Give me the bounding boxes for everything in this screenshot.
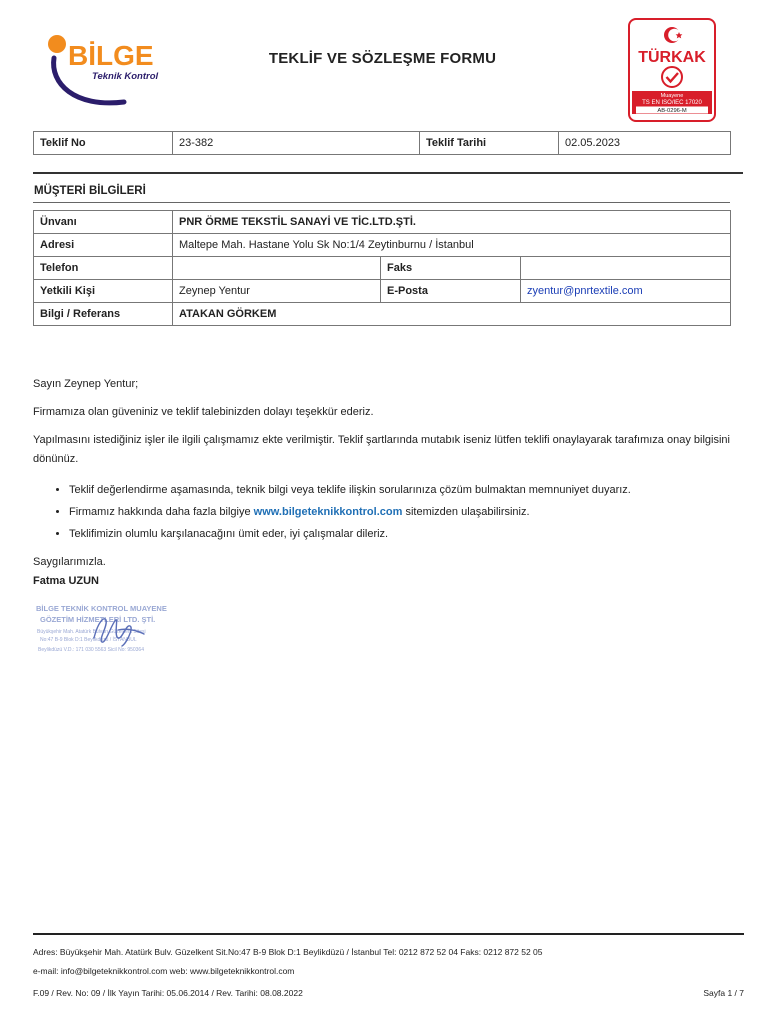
svg-text:GÖZETİM HİZMETLERİ LTD. ŞTİ.: GÖZETİM HİZMETLERİ LTD. ŞTİ. — [40, 615, 156, 624]
footer-contact: e-mail: info@bilgeteknikkontrol.com web: www.bilgeteknikkontrol.com — [33, 966, 295, 976]
bullet-text: Firmamız hakkında daha fazla bilgiye — [69, 506, 254, 518]
list-item — [69, 523, 766, 545]
bullet-text: sitemizden ulaşabilirsiniz. — [402, 506, 530, 518]
company-logo — [44, 28, 174, 108]
signer-name: Fatma UZUN — [33, 575, 100, 587]
reference-label: Bilgi / Referans — [34, 303, 173, 326]
greeting: Sayın Zeynep Yentur; — [33, 378, 139, 390]
offer-date-value: 02.05.2023 — [559, 132, 731, 155]
contact-person-value: Zeynep Yentur — [173, 280, 381, 303]
customer-info-table — [33, 210, 731, 326]
fax-value — [521, 257, 731, 280]
table-row — [34, 132, 731, 155]
company-stamp-and-signature — [32, 600, 192, 664]
bullet-text: Teklif değerlendirme aşamasında, teknik bilgi veya teklife ilişkin sorularınıza çözüm bulmaktan memnuniyet duyarız. — [69, 484, 631, 496]
offer-date-label: Teklif Tarihi — [420, 132, 559, 155]
website-link[interactable]: www.bilgeteknikkontrol.com — [253, 506, 403, 518]
address-value: Maltepe Mah. Hastane Yolu Sk No:1/4 Zeytinburnu / İstanbul — [173, 234, 731, 257]
svg-text:AB-0296-M: AB-0296-M — [657, 108, 687, 115]
info-bullet-list — [33, 479, 766, 545]
svg-text:Beylikdüzü V.D.: 171 030 5563: Beylikdüzü V.D.: 171 030 5563 Sicil No: 950364 — [38, 647, 144, 653]
list-item — [69, 479, 766, 501]
section-divider — [33, 172, 743, 174]
offer-info-table — [33, 131, 731, 155]
footer-address: Adres: Büyükşehir Mah. Atatürk Bulv. Güzelkent Sit.No:47 B-9 Blok D:1 Beylikdüzü / İstanbul Tel: 0212 872 52 04 Faks: 0212 872 52 05 — [33, 947, 543, 957]
table-row — [34, 211, 731, 234]
svg-text:Muayene: Muayene — [660, 93, 684, 99]
footer-divider — [33, 933, 744, 935]
thanks-paragraph: Firmamıza olan güveniniz ve teklif talebinizden dolayı teşekkür ederiz. — [33, 406, 374, 418]
company-title-label: Ünvanı — [34, 211, 173, 234]
svg-text:Büyükşehir Mah. Atatürk Bulvar: Büyükşehir Mah. Atatürk Bulvarı Güzelkent Sitesi — [37, 629, 146, 635]
table-row — [34, 280, 731, 303]
page-number: Sayfa 1 / 7 — [703, 988, 744, 998]
email-label: E-Posta — [381, 280, 521, 303]
list-item — [69, 501, 766, 523]
svg-text:TÜRKAK: TÜRKAK — [638, 49, 706, 66]
turkak-accreditation-logo — [628, 18, 716, 122]
reference-value: ATAKAN GÖRKEM — [173, 303, 731, 326]
svg-text:Teknik Kontrol: Teknik Kontrol — [92, 71, 159, 82]
email-link[interactable]: zyentur@pnrtextile.com — [521, 280, 731, 303]
offer-no-label: Teklif No — [34, 132, 173, 155]
svg-text:No:47 B-9 Blok D:1 Beylikdüzü: No:47 B-9 Blok D:1 Beylikdüzü / İSTANBUL — [40, 637, 137, 643]
contact-person-label: Yetkili Kişi — [34, 280, 173, 303]
svg-text:BİLGE TEKNİK KONTROL MUAYENE: BİLGE TEKNİK KONTROL MUAYENE — [36, 604, 167, 613]
offer-paragraph: Yapılmasını istediğiniz işler ile ilgili çalışmamız ekte verilmiştir. Teklif şartlarında mutabık iseniz lütfen teklifi onaylayarak tarafımıza onay bilgisini dönünüz. — [33, 434, 730, 465]
table-row — [34, 257, 731, 280]
phone-label: Telefon — [34, 257, 173, 280]
bullet-text: Teklifimizin olumlu karşılanacağını ümit eder, iyi çalışmalar dileriz. — [69, 528, 389, 540]
footer-revision: F.09 / Rev. No: 09 / İlk Yayın Tarihi: 05.06.2014 / Rev. Tarihi: 08.08.2022 — [33, 988, 303, 998]
fax-label: Faks — [381, 257, 521, 280]
table-row — [34, 303, 731, 326]
phone-value — [173, 257, 381, 280]
section-divider — [33, 202, 730, 203]
svg-text:TS EN ISO/IEC 17020: TS EN ISO/IEC 17020 — [642, 100, 702, 106]
address-label: Adresi — [34, 234, 173, 257]
closing: Saygılarımızla. — [33, 556, 106, 568]
customer-section-title: MÜŞTERİ BİLGİLERİ — [34, 185, 146, 197]
table-row — [34, 234, 731, 257]
svg-text:BİLGE: BİLGE — [68, 40, 154, 71]
company-title-value: PNR ÖRME TEKSTİL SANAYİ VE TİC.LTD.ŞTİ. — [173, 211, 731, 234]
offer-no-value: 23-382 — [173, 132, 420, 155]
form-title: TEKLİF VE SÖZLEŞME FORMU — [268, 50, 497, 67]
